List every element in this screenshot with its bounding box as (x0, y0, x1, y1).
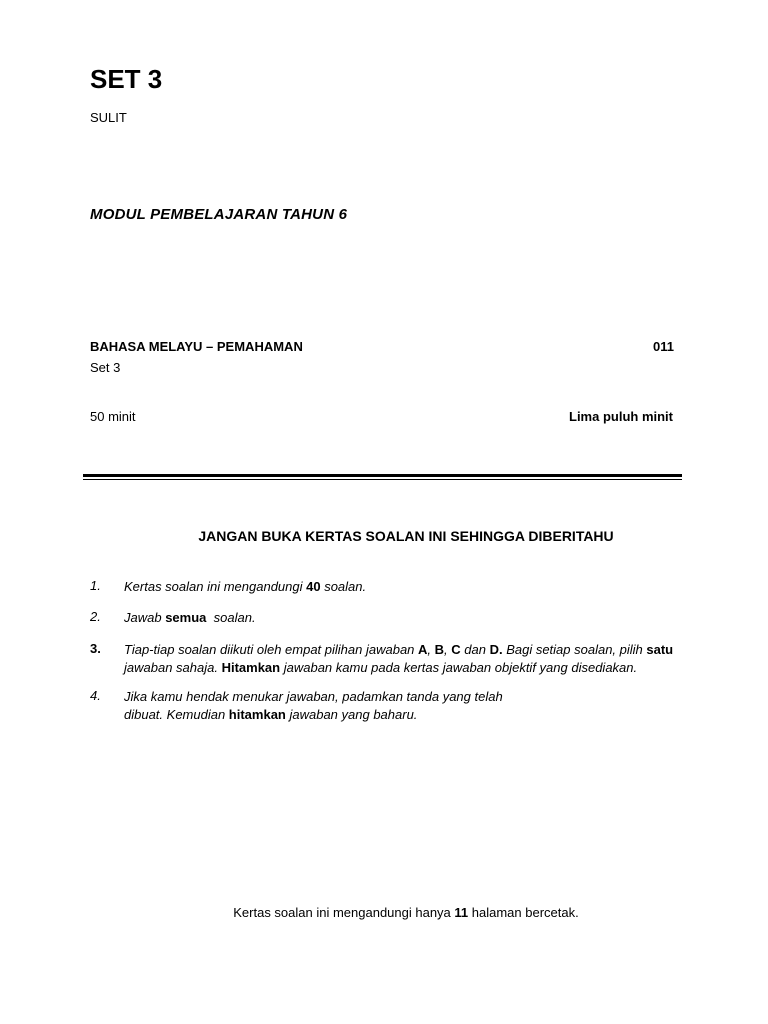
instruction-bold-part: D. (489, 642, 503, 657)
set-label: Set 3 (90, 360, 121, 375)
instruction-bold-part: C (451, 642, 461, 657)
instruction-text-part: soalan. (206, 610, 256, 625)
instruction-text-part: jawaban yang baharu. (285, 707, 418, 722)
footer-text-part: Kertas soalan ini mengandungi hanya (233, 905, 455, 920)
classification-label: SULIT (90, 110, 127, 125)
double-rule-divider (83, 474, 682, 480)
instruction-bold-part: B (434, 642, 445, 657)
instruction-text-part: Jawab (124, 610, 166, 625)
set-title: SET 3 (90, 64, 163, 94)
instruction-item (90, 609, 730, 627)
instruction-number: 2. (90, 609, 101, 624)
instruction-text-part: Tiap-tiap soalan diikuti oleh empat pilihan jawaban (124, 642, 419, 657)
instruction-bold-part: hitamkan (228, 707, 286, 722)
instruction-text (124, 641, 730, 677)
instruction-text (124, 609, 730, 627)
instruction-text (124, 688, 730, 724)
instruction-text-part: Kertas soalan ini mengandungi (124, 579, 307, 594)
instruction-item (90, 578, 730, 596)
page-count-number: 11 (454, 905, 469, 920)
instruction-item (90, 688, 730, 724)
page-count-note (0, 905, 768, 920)
instruction-text-part: , (444, 642, 452, 657)
instruction-number: 1. (90, 578, 101, 593)
instruction-bold-part: satu (646, 642, 674, 657)
instruction-number: 4. (90, 688, 101, 703)
paper-code: 011 (653, 339, 674, 354)
instruction-text-part: dan (460, 642, 490, 657)
rule-thick-line (83, 474, 682, 477)
rule-thin-line (83, 479, 682, 480)
subject-title: BAHASA MELAYU – PEMAHAMAN (90, 339, 303, 354)
instruction-bold-part: 40 (306, 579, 321, 594)
instruction-bold-part: semua (165, 610, 207, 625)
instruction-text-part: jawaban sahaja. (124, 660, 222, 675)
instruction-number: 3. (90, 641, 101, 656)
instruction-item (90, 641, 730, 677)
duration-minutes: 50 minit (90, 409, 136, 424)
instruction-text-part: , (427, 642, 435, 657)
warning-heading: JANGAN BUKA KERTAS SOALAN INI SEHINGGA DIBERITAHU (198, 528, 614, 544)
module-title: MODUL PEMBELAJARAN TAHUN 6 (90, 206, 348, 223)
instruction-text-part: jawaban kamu pada kertas jawaban objektif yang disediakan. (280, 660, 638, 675)
instruction-text-part: dibuat. Kemudian (124, 707, 229, 722)
duration-in-words: Lima puluh minit (569, 409, 673, 424)
footer-text-part: halaman bercetak. (468, 905, 579, 920)
instruction-text-part: soalan. (320, 579, 367, 594)
instruction-text-part: Bagi setiap soalan, pilih (502, 642, 647, 657)
instruction-bold-part: A (418, 642, 428, 657)
instruction-text-part: Jika kamu hendak menukar jawaban, padamkan tanda yang telah (124, 689, 503, 704)
instruction-text (124, 578, 730, 596)
instruction-bold-part: Hitamkan (221, 660, 281, 675)
